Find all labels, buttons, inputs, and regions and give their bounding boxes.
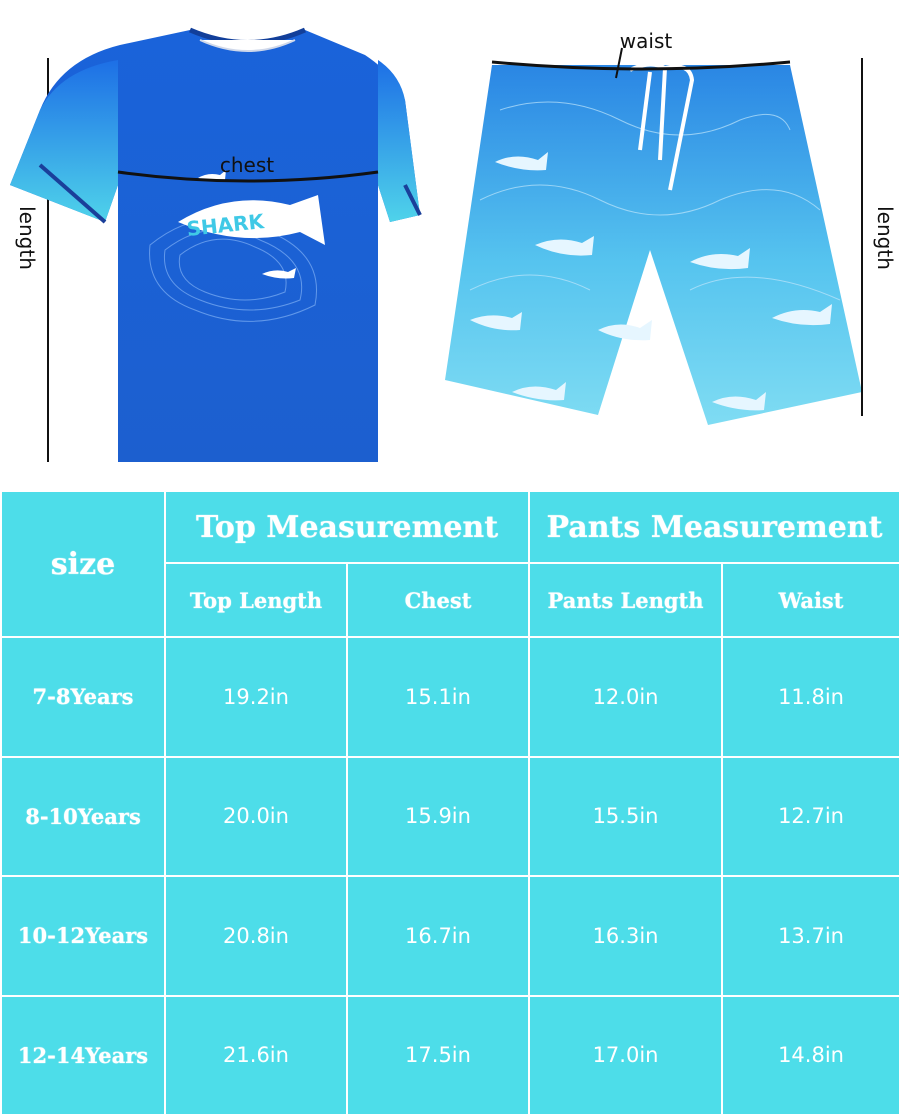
size-label: 8-10Years (1, 757, 165, 877)
table-row (1, 637, 899, 757)
pants-measurement-header: Pants Measurement (529, 491, 899, 563)
table-row (1, 876, 899, 996)
top-length-value: 21.6in (165, 996, 347, 1116)
size-label: 7-8Years (1, 637, 165, 757)
size-chart-table (0, 490, 899, 1116)
illustration-svg (0, 0, 899, 480)
size-column-header: size (1, 491, 165, 637)
chest-value: 15.1in (347, 637, 529, 757)
top-length-label: length (15, 206, 39, 270)
pants-length-header: Pants Length (529, 563, 722, 637)
pants-length-value: 16.3in (529, 876, 722, 996)
size-label: 10-12Years (1, 876, 165, 996)
chest-value: 17.5in (347, 996, 529, 1116)
rash-guard-shirt (10, 30, 420, 462)
top-length-header: Top Length (165, 563, 347, 637)
table-row (1, 996, 899, 1116)
top-measurement-header: Top Measurement (165, 491, 529, 563)
pants-length-label: length (873, 206, 897, 270)
size-label: 12-14Years (1, 996, 165, 1116)
pants-length-value: 12.0in (529, 637, 722, 757)
chest-value: 16.7in (347, 876, 529, 996)
group-header-row (1, 491, 899, 563)
waist-value: 13.7in (722, 876, 899, 996)
shirt-print-text: SHARK (185, 209, 266, 242)
top-length-value: 20.8in (165, 876, 347, 996)
pants-length-measure (862, 58, 897, 416)
chest-label: chest (219, 153, 275, 177)
waist-value: 14.8in (722, 996, 899, 1116)
table-row (1, 757, 899, 877)
chest-value: 15.9in (347, 757, 529, 877)
top-length-value: 20.0in (165, 757, 347, 877)
pants-length-value: 17.0in (529, 996, 722, 1116)
top-length-value: 19.2in (165, 637, 347, 757)
size-chart (0, 490, 899, 1116)
waist-value: 11.8in (722, 637, 899, 757)
swim-shorts (445, 64, 862, 425)
waist-value: 12.7in (722, 757, 899, 877)
waist-label: waist (619, 29, 673, 53)
pants-length-value: 15.5in (529, 757, 722, 877)
product-illustration (0, 0, 899, 480)
waist-header: Waist (722, 563, 899, 637)
chest-header: Chest (347, 563, 529, 637)
